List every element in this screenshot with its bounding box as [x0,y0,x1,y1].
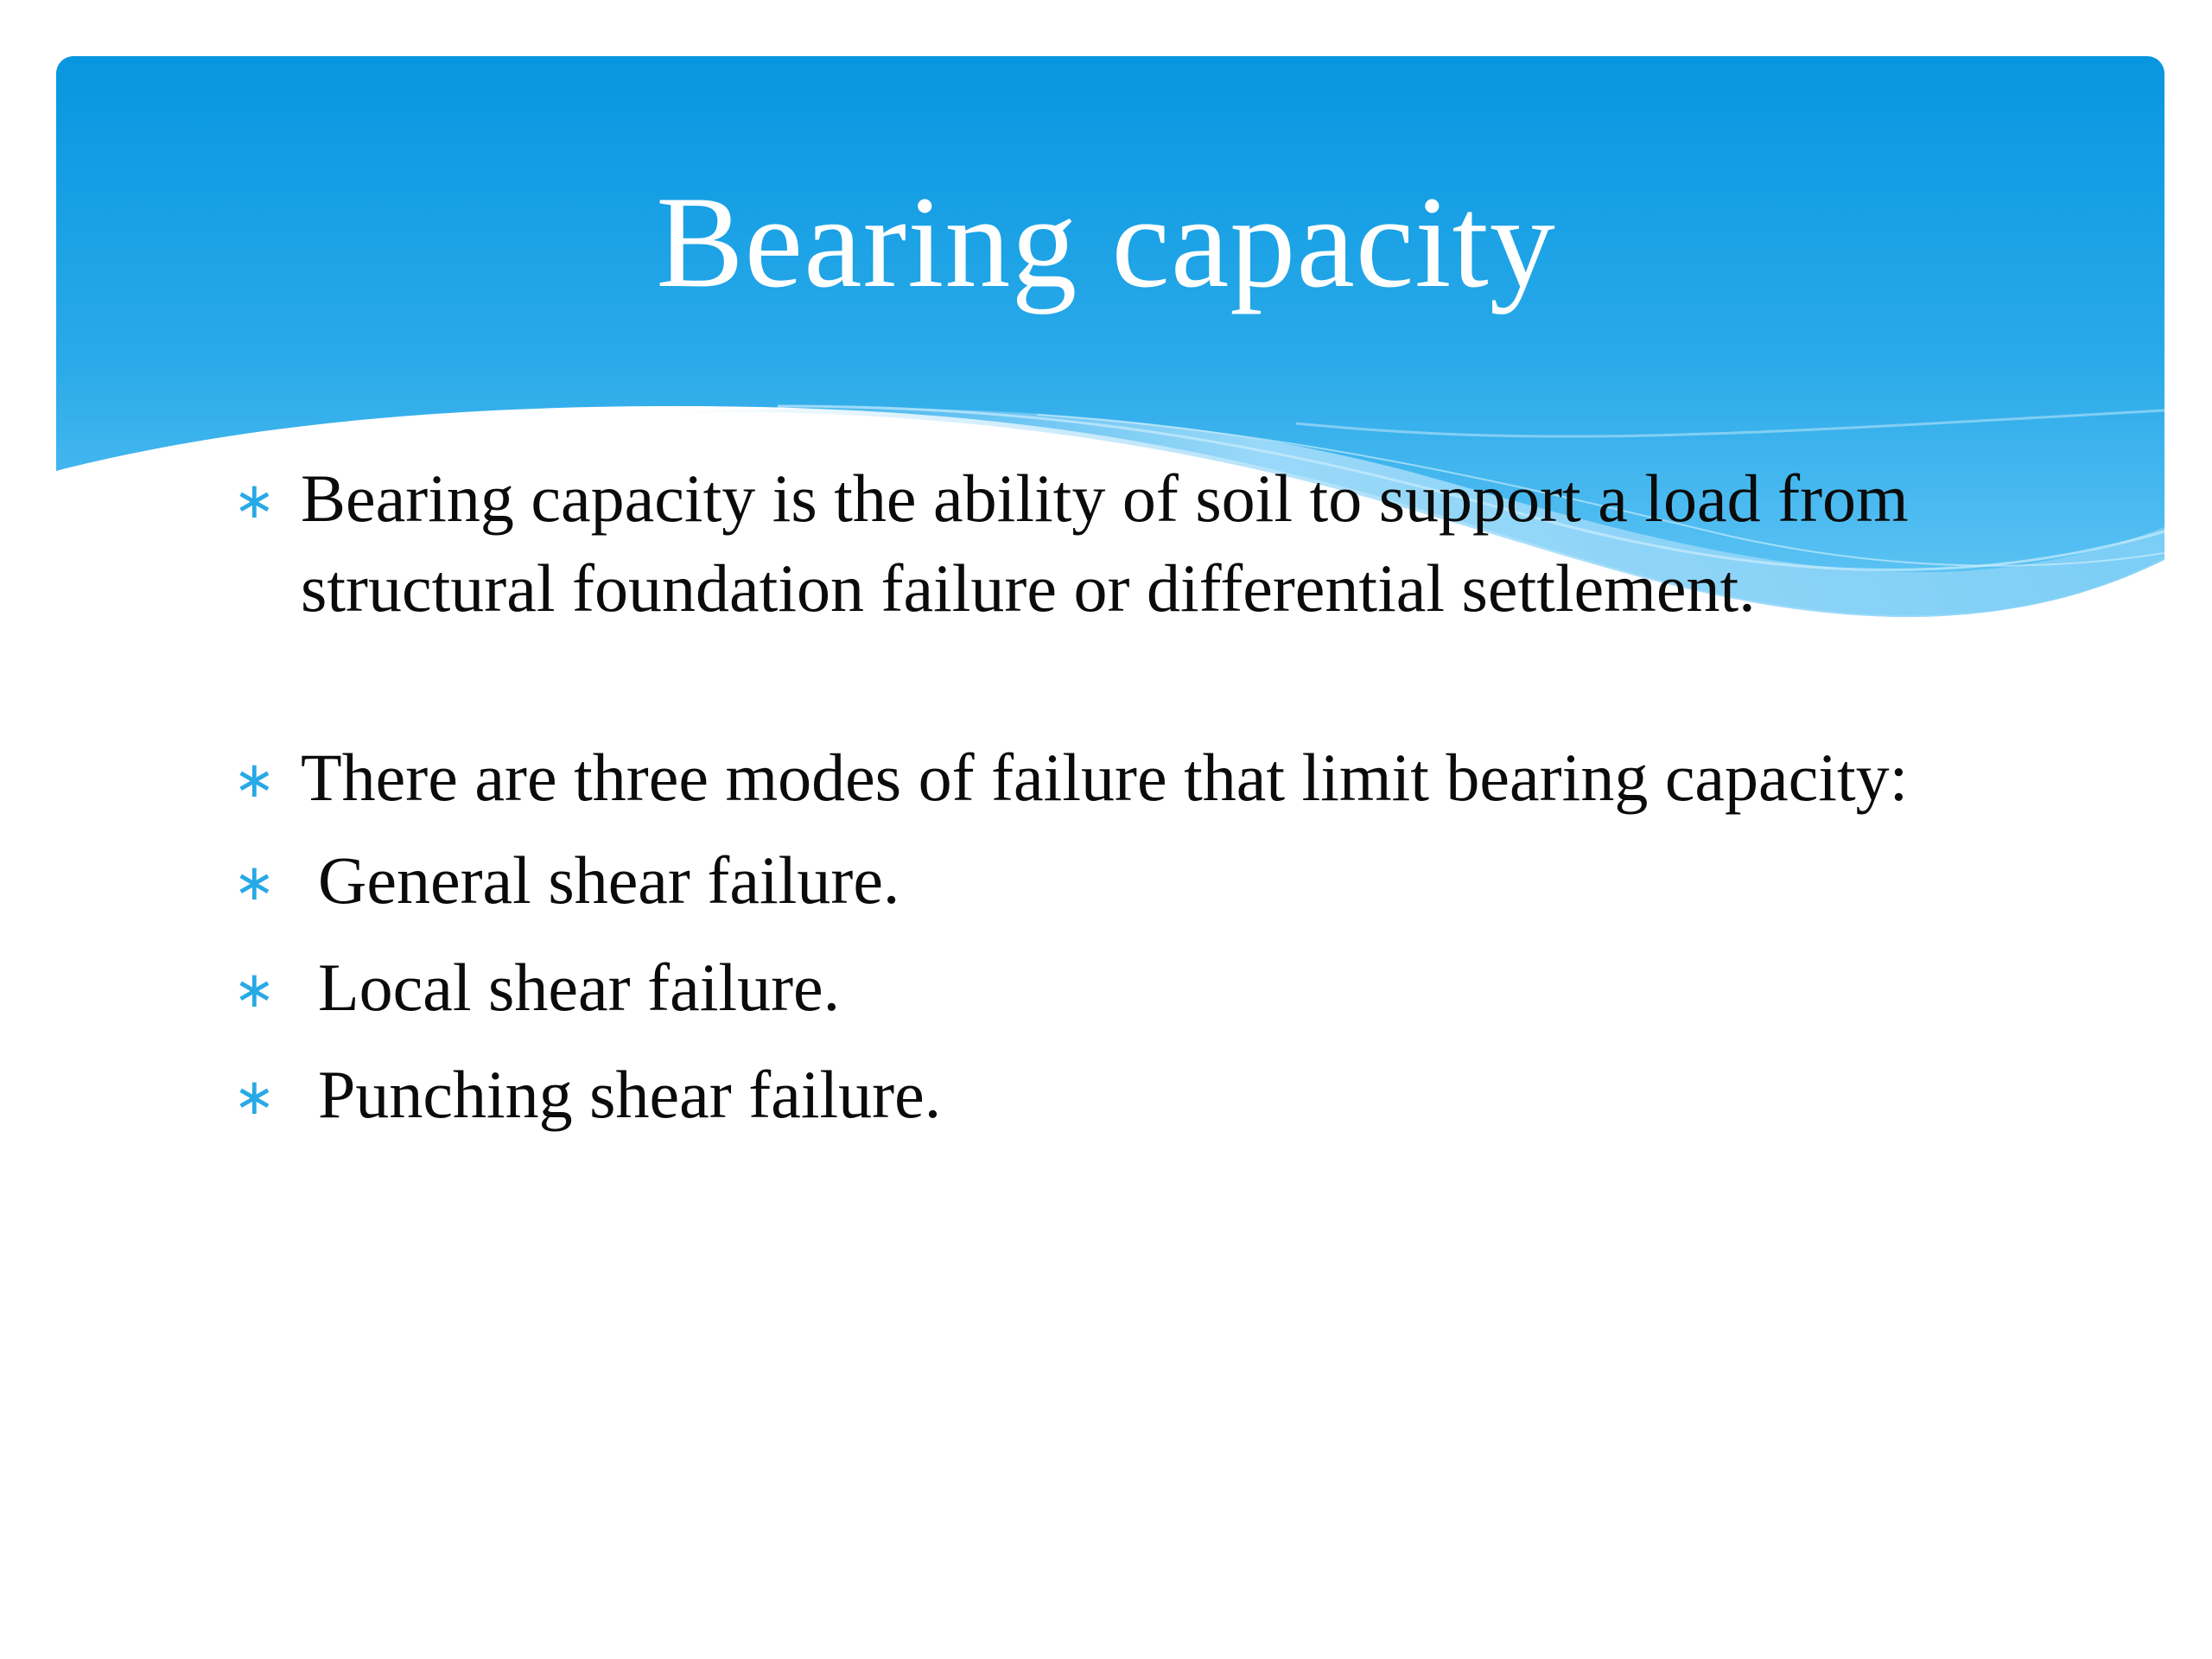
bullet-text: Bearing capacity is the ability of soil to support a load from structural foundation failure or differential settlement. [301,461,1909,626]
asterisk-bullet-icon: ∗ [233,960,276,1019]
bullet-text: Local shear failure. [318,950,841,1025]
bullet-text: General shear failure. [318,842,900,918]
asterisk-bullet-icon: ∗ [233,853,276,912]
bullet-item [233,836,2005,925]
slide-title: Bearing capacity [656,169,1556,315]
asterisk-bullet-icon: ∗ [233,471,276,530]
bullet-item [233,1050,2005,1140]
bullet-item [233,454,2005,633]
asterisk-bullet-icon: ∗ [233,1067,276,1126]
bullet-text: Punching shear failure. [318,1057,942,1132]
bullet-list [233,454,2005,1140]
bullet-item [233,733,2005,823]
bullet-text: There are three modes of failure that limit bearing capacity: [301,740,1909,815]
bullet-item [233,943,2005,1033]
asterisk-bullet-icon: ∗ [233,750,276,809]
